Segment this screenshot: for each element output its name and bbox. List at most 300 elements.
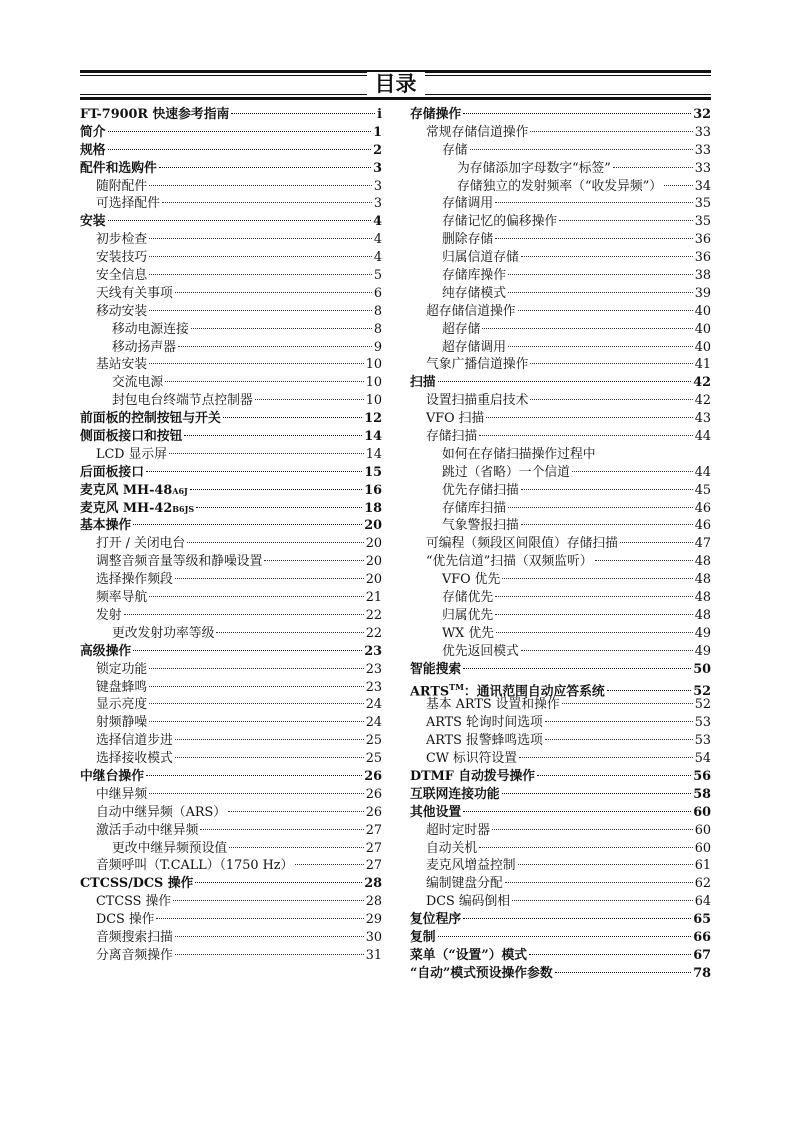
toc-entry-page: 64 xyxy=(694,894,711,910)
toc-entry[interactable] xyxy=(410,607,711,625)
toc-entry[interactable] xyxy=(410,500,711,518)
toc-entry-page: 24 xyxy=(365,715,382,731)
toc-entry-label: 存储优先 xyxy=(442,590,494,606)
toc-entry[interactable] xyxy=(80,446,382,464)
model-suffix: A6J xyxy=(172,485,188,496)
dot-leader xyxy=(255,399,364,400)
dot-leader xyxy=(187,542,363,543)
dot-leader xyxy=(530,363,692,364)
toc-entry[interactable] xyxy=(410,517,711,535)
page-title: 目录 xyxy=(367,72,425,96)
toc-entry-label: 基本操作 xyxy=(80,518,132,534)
dot-leader xyxy=(545,739,693,740)
toc-entry-label: 可选择配件 xyxy=(96,196,160,212)
toc-entry[interactable] xyxy=(410,714,711,732)
toc-entry-label: 封包电台终端节点控制器 xyxy=(112,393,253,409)
toc-entry[interactable] xyxy=(410,356,711,374)
toc-entry-page: 33 xyxy=(694,160,711,176)
toc-entry-label: 其他设置 xyxy=(410,804,462,820)
toc-entry-page: 30 xyxy=(365,929,382,945)
toc-entry[interactable] xyxy=(80,160,382,178)
toc-entry-label: 优先存储扫描 xyxy=(442,482,519,498)
toc-entry-page: 15 xyxy=(364,464,382,480)
toc-entry[interactable] xyxy=(410,589,711,607)
toc-entry-page: 49 xyxy=(694,643,711,659)
toc-entry-page: 40 xyxy=(694,339,711,355)
toc-entry-page: 23 xyxy=(365,679,382,695)
toc-entry-page: 4 xyxy=(373,232,382,248)
toc-entry-page: 18 xyxy=(364,500,382,516)
toc-entry[interactable] xyxy=(410,124,711,142)
toc-entry[interactable] xyxy=(410,106,711,124)
toc-entry[interactable] xyxy=(80,213,382,231)
dot-leader xyxy=(149,274,372,275)
toc-entry[interactable] xyxy=(410,428,711,446)
dot-leader xyxy=(463,918,691,919)
toc-entry-label: 麦克风增益控制 xyxy=(426,858,516,874)
toc-entry[interactable] xyxy=(80,482,382,500)
toc-entry[interactable] xyxy=(410,195,711,213)
toc-entry-page: 20 xyxy=(365,536,382,552)
dot-leader xyxy=(562,703,693,704)
dot-leader xyxy=(162,202,372,203)
toc-entry-page: 22 xyxy=(365,607,382,623)
toc-entry[interactable] xyxy=(410,911,711,929)
toc-entry-page: 16 xyxy=(364,482,382,498)
dot-leader xyxy=(175,739,364,740)
toc-entry[interactable] xyxy=(410,160,711,178)
toc-entry-label: 如何在存储扫描操作过程中 xyxy=(442,446,596,462)
dot-leader xyxy=(156,918,363,919)
dot-leader xyxy=(146,775,362,776)
dot-leader xyxy=(505,882,693,883)
toc-entry-label: 配件和选购件 xyxy=(80,160,157,176)
dot-leader xyxy=(108,131,372,132)
toc-entry-label: 归属优先 xyxy=(442,607,494,623)
toc-entry-page: 10 xyxy=(365,393,382,409)
dot-leader xyxy=(178,346,372,347)
toc-entry-label: 超存储调用 xyxy=(442,339,506,355)
toc-entry-page: 52 xyxy=(693,683,711,699)
toc-entry[interactable] xyxy=(80,804,382,822)
toc-entry[interactable] xyxy=(80,714,382,732)
toc-entry[interactable] xyxy=(410,464,711,482)
toc-entry-label: 超存储 xyxy=(442,321,481,337)
toc-entry[interactable] xyxy=(410,285,711,303)
toc-entry-page: 26 xyxy=(365,786,382,802)
toc-entry[interactable] xyxy=(410,249,711,267)
toc-entry-label: 编制键盘分配 xyxy=(426,876,503,892)
toc-entry[interactable] xyxy=(410,661,711,679)
toc-entry-page: 2 xyxy=(373,142,382,158)
toc-entry-label: 选择信道步进 xyxy=(96,733,173,749)
toc-entry[interactable] xyxy=(410,303,711,321)
toc-entry[interactable] xyxy=(80,517,382,535)
dot-leader xyxy=(149,238,372,239)
dot-leader xyxy=(486,417,692,418)
toc-entry-page: 46 xyxy=(694,518,711,534)
toc-entry-label: ARTS 轮询时间选项 xyxy=(426,715,543,731)
toc-entry-label: 气象警报扫描 xyxy=(442,518,519,534)
dot-leader xyxy=(149,256,372,257)
toc-entry-page: 43 xyxy=(694,411,711,427)
toc-entry-page: 48 xyxy=(694,554,711,570)
dot-leader xyxy=(512,900,693,901)
toc-entry[interactable] xyxy=(410,840,711,858)
toc-entry[interactable] xyxy=(80,571,382,589)
toc-entry-page: 61 xyxy=(694,858,711,874)
toc-entry[interactable] xyxy=(410,321,711,339)
model-suffix: B6JS xyxy=(172,503,195,514)
toc-entry-page: 44 xyxy=(694,429,711,445)
toc-entry[interactable] xyxy=(410,822,711,840)
toc-entry[interactable] xyxy=(410,947,711,965)
toc-entry-page: 48 xyxy=(694,572,711,588)
toc-entry-label: 存储扫描 xyxy=(426,429,478,445)
toc-entry-label: 存储操作 xyxy=(410,107,462,122)
toc-entry-page: 4 xyxy=(373,250,382,266)
toc-entry-page: 46 xyxy=(694,500,711,516)
toc-entry-page: 27 xyxy=(365,822,382,838)
toc-entry-label: 智能搜索 xyxy=(410,661,462,677)
toc-entry-page: 41 xyxy=(694,357,711,373)
dot-leader xyxy=(175,936,364,937)
dot-leader xyxy=(530,131,692,132)
toc-entry-label: 存储库操作 xyxy=(442,268,506,284)
toc-entry-page: 1 xyxy=(373,124,382,140)
toc-entry[interactable] xyxy=(410,446,711,464)
toc-entry-page: 58 xyxy=(693,786,711,802)
dot-leader xyxy=(495,614,693,615)
toc-entry[interactable] xyxy=(410,857,711,875)
toc-entry-label: 后面板接口 xyxy=(80,464,144,480)
dot-leader xyxy=(607,690,692,691)
toc-entry-page: 23 xyxy=(365,661,382,677)
toc-entry[interactable] xyxy=(80,428,382,446)
toc-entry-page: 3 xyxy=(373,196,382,212)
toc-entry[interactable] xyxy=(80,589,382,607)
title-bar xyxy=(80,66,711,100)
toc-entry-label: 移动电源连接 xyxy=(112,321,189,337)
toc-entry[interactable] xyxy=(80,750,382,768)
toc-entry[interactable] xyxy=(410,893,711,911)
toc-entry[interactable] xyxy=(80,285,382,303)
toc-entry-label: 设置扫描重启技术 xyxy=(426,393,529,409)
dot-leader xyxy=(223,417,362,418)
toc-entry-label: 锁定功能 xyxy=(96,661,148,677)
toc-entry[interactable] xyxy=(410,178,711,196)
toc-entry-page: 54 xyxy=(694,751,711,767)
toc-entry[interactable] xyxy=(410,571,711,589)
toc-entry[interactable] xyxy=(80,625,382,643)
toc-entry-page: 48 xyxy=(694,590,711,606)
toc-entry[interactable] xyxy=(80,124,382,142)
toc-entry-label: 前面板的控制按钮与开关 xyxy=(80,411,221,427)
toc-entry[interactable] xyxy=(80,679,382,697)
toc-entry-page: 42 xyxy=(694,393,711,409)
toc-entry-page: 35 xyxy=(694,214,711,230)
toc-entry-page: 26 xyxy=(364,768,382,784)
dot-leader xyxy=(184,435,362,436)
toc-entry-label: 麦克风 MH-42B6JS xyxy=(80,500,195,516)
dot-leader xyxy=(518,310,693,311)
dot-leader xyxy=(149,596,364,597)
toc-entry-page: 3 xyxy=(373,178,382,194)
toc-entry-page: 33 xyxy=(694,124,711,140)
toc-entry-label: 跳过（省略）一个信道 xyxy=(442,464,570,480)
dot-leader xyxy=(228,811,364,812)
toc-entry-label: ARTS™：通讯范围自动应答系统 xyxy=(410,681,605,699)
toc-entry-label: “优先信道”扫描（双频监听） xyxy=(426,554,593,570)
toc-entry-page: 52 xyxy=(694,697,711,713)
toc-entry[interactable] xyxy=(410,679,711,697)
toc-entry[interactable] xyxy=(80,929,382,947)
dot-leader xyxy=(149,793,364,794)
toc-entry[interactable] xyxy=(80,178,382,196)
dot-leader xyxy=(264,560,363,561)
toc-entry[interactable] xyxy=(80,339,382,357)
toc-entry-page: 20 xyxy=(365,554,382,570)
toc-entry[interactable] xyxy=(80,106,382,124)
toc-entry-label: VFO 优先 xyxy=(442,572,501,588)
toc-entry[interactable] xyxy=(80,356,382,374)
toc-entry-label: 存储库扫描 xyxy=(442,500,506,516)
toc-entry-page: 48 xyxy=(694,607,711,623)
dot-leader xyxy=(529,954,691,955)
dot-leader xyxy=(159,167,371,168)
dot-leader xyxy=(216,632,363,633)
dot-leader xyxy=(479,435,693,436)
toc-entry-label: 随附配件 xyxy=(96,178,148,194)
toc-entry[interactable] xyxy=(410,142,711,160)
toc-entry-label: 初步检查 xyxy=(96,232,148,248)
toc-entry[interactable] xyxy=(410,374,711,392)
toc-entry-label: 自动中继异频（ARS） xyxy=(96,804,227,820)
dot-leader xyxy=(173,900,364,901)
toc-entry-page: 47 xyxy=(694,536,711,552)
toc-entry[interactable] xyxy=(80,607,382,625)
toc-entry-label: 移动扬声器 xyxy=(112,339,176,355)
dot-leader xyxy=(463,113,691,114)
toc-entry[interactable] xyxy=(80,768,382,786)
dot-leader xyxy=(502,793,692,794)
toc-entry[interactable] xyxy=(80,464,382,482)
dot-leader xyxy=(482,328,692,329)
toc-entry-page: 60 xyxy=(693,804,711,820)
toc-entry-label: 分离音频操作 xyxy=(96,947,173,963)
toc-entry[interactable] xyxy=(410,535,711,553)
toc-entry[interactable] xyxy=(80,195,382,213)
toc-entry[interactable] xyxy=(410,213,711,231)
toc-entry-page: 9 xyxy=(373,339,382,355)
dot-leader xyxy=(295,864,363,865)
toc-entry[interactable] xyxy=(410,339,711,357)
toc-entry-label: 存储独立的发射频率（“收发异频”） xyxy=(457,178,663,194)
toc-entry[interactable] xyxy=(80,643,382,661)
toc-entry[interactable] xyxy=(80,249,382,267)
toc-entry-page: 38 xyxy=(694,268,711,284)
toc-entry-page: 8 xyxy=(373,303,382,319)
dot-leader xyxy=(175,954,364,955)
toc-entry[interactable] xyxy=(410,231,711,249)
dot-leader xyxy=(149,668,364,669)
toc-entry-label: DCS 编码倒相 xyxy=(426,894,511,910)
toc-entry[interactable] xyxy=(410,804,711,822)
dot-leader xyxy=(502,578,692,579)
toc-entry-page: 27 xyxy=(365,858,382,874)
toc-entry-label: 激活手动中继异频 xyxy=(96,822,199,838)
toc-entry-label: 打开 / 关闭电台 xyxy=(96,536,186,552)
toc-entry-page: 60 xyxy=(694,822,711,838)
toc-entry[interactable] xyxy=(80,875,382,893)
dot-leader xyxy=(229,847,364,848)
toc-entry-label: 超存储信道操作 xyxy=(426,303,516,319)
toc-entry[interactable] xyxy=(80,553,382,571)
toc-entry[interactable] xyxy=(80,535,382,553)
toc-entry[interactable] xyxy=(80,500,382,518)
toc-entry-label: CTCSS 操作 xyxy=(96,894,172,910)
dot-leader xyxy=(191,328,372,329)
toc-entry-label: 可编程（频段区间限值）存储扫描 xyxy=(426,536,618,552)
dot-leader xyxy=(613,167,693,168)
toc-entry-label: 音频搜索扫描 xyxy=(96,929,173,945)
toc-entry[interactable] xyxy=(80,267,382,285)
toc-entry-page: 35 xyxy=(694,196,711,212)
toc-entry[interactable] xyxy=(410,482,711,500)
toc-entry-page: 25 xyxy=(365,751,382,767)
toc-entry[interactable] xyxy=(410,786,711,804)
dot-leader xyxy=(231,113,375,114)
toc-entry-label: 扫描 xyxy=(410,375,436,391)
dot-leader xyxy=(149,686,364,687)
dot-leader xyxy=(555,972,691,973)
toc-entry[interactable] xyxy=(80,840,382,858)
toc-entry-label: 复位程序 xyxy=(410,912,462,928)
dot-leader xyxy=(508,292,693,293)
toc-entry-page: 28 xyxy=(365,894,382,910)
trademark-superscript: TM xyxy=(449,681,464,692)
toc-entry-page: 20 xyxy=(365,572,382,588)
toc-entry-page: 5 xyxy=(373,268,382,284)
toc-entry[interactable] xyxy=(80,696,382,714)
toc-entry-label: 超时定时器 xyxy=(426,822,490,838)
toc-entry[interactable] xyxy=(80,893,382,911)
toc-entry-label: ARTS 报警蜂鸣选项 xyxy=(426,733,543,749)
toc-entry[interactable] xyxy=(80,732,382,750)
toc-entry[interactable] xyxy=(80,857,382,875)
toc-entry-page: 40 xyxy=(694,303,711,319)
dot-leader xyxy=(470,149,693,150)
dot-leader xyxy=(508,346,693,347)
toc-entry[interactable] xyxy=(410,625,711,643)
toc-entry[interactable] xyxy=(410,965,711,983)
toc-left-column xyxy=(80,106,382,965)
dot-leader xyxy=(165,381,364,382)
toc-entry-page: 3 xyxy=(373,160,382,176)
dot-leader xyxy=(108,149,372,150)
toc-entry-page: 12 xyxy=(364,411,382,427)
toc-entry-page: 50 xyxy=(693,661,711,677)
toc-entry[interactable] xyxy=(80,911,382,929)
toc-entry-page: 53 xyxy=(694,733,711,749)
toc-entry[interactable] xyxy=(410,732,711,750)
toc-entry[interactable] xyxy=(80,822,382,840)
toc-entry-page: 36 xyxy=(694,250,711,266)
toc-entry-label: 归属信道存储 xyxy=(442,250,519,266)
toc-entry-page: 39 xyxy=(694,285,711,301)
toc-entry-label: CTCSS/DCS 操作 xyxy=(80,876,194,892)
toc-entry-label: 安全信息 xyxy=(96,268,148,284)
dot-leader xyxy=(492,829,693,830)
toc-entry-page: 26 xyxy=(365,804,382,820)
toc-entry[interactable] xyxy=(410,410,711,428)
toc-entry-page: 29 xyxy=(365,912,382,928)
toc-entry[interactable] xyxy=(80,231,382,249)
toc-entry-label: 存储 xyxy=(442,142,468,158)
toc-entry[interactable] xyxy=(80,303,382,321)
dot-leader xyxy=(530,399,692,400)
toc-entry-page: 31 xyxy=(365,947,382,963)
toc-entry[interactable] xyxy=(410,267,711,285)
toc-entry-label: 更改发射功率等级 xyxy=(112,625,215,641)
toc-entry[interactable] xyxy=(80,392,382,410)
dot-leader xyxy=(518,864,693,865)
toc-entry-page: 44 xyxy=(694,464,711,480)
toc-entry-page: 49 xyxy=(694,625,711,641)
dot-leader xyxy=(133,650,362,651)
toc-entry-label: 麦克风 MH-48A6J xyxy=(80,482,188,498)
dot-leader xyxy=(495,238,693,239)
toc-entry-page: 60 xyxy=(694,840,711,856)
toc-entry[interactable] xyxy=(410,929,711,947)
toc-entry[interactable] xyxy=(80,661,382,679)
dot-leader xyxy=(559,220,693,221)
toc-entry[interactable] xyxy=(80,374,382,392)
toc-entry-label: 删除存储 xyxy=(442,232,494,248)
toc-entry-label: 选择接收模式 xyxy=(96,751,173,767)
toc-entry-page: 21 xyxy=(365,590,382,606)
toc-entry-label: FT-7900R 快速参考指南 xyxy=(80,107,230,122)
toc-entry-label: 移动安装 xyxy=(96,303,148,319)
toc-entry[interactable] xyxy=(80,321,382,339)
toc-entry-label: 气象广播信道操作 xyxy=(426,357,529,373)
toc-entry[interactable] xyxy=(410,392,711,410)
toc-entry[interactable] xyxy=(80,947,382,965)
dot-leader xyxy=(108,220,372,221)
toc-entry-label: 选择操作频段 xyxy=(96,572,173,588)
dot-leader xyxy=(190,489,362,490)
toc-entry[interactable] xyxy=(410,553,711,571)
toc-entry[interactable] xyxy=(410,643,711,661)
toc-entry[interactable] xyxy=(410,875,711,893)
toc-entry[interactable] xyxy=(80,786,382,804)
toc-entry[interactable] xyxy=(80,410,382,428)
dot-leader xyxy=(175,757,364,758)
dot-leader xyxy=(620,542,693,543)
toc-entry-page: 23 xyxy=(364,643,382,659)
toc-entry[interactable] xyxy=(410,750,711,768)
dot-leader xyxy=(200,829,363,830)
toc-entry-page: 10 xyxy=(365,375,382,391)
dot-leader xyxy=(521,256,693,257)
toc-entry-label: 纯存储模式 xyxy=(442,285,506,301)
toc-entry[interactable] xyxy=(80,142,382,160)
toc-entry-label: 优先返回模式 xyxy=(442,643,519,659)
toc-entry-label: 高级操作 xyxy=(80,643,132,659)
toc-entry[interactable] xyxy=(410,768,711,786)
toc-entry-label: 为存储添加字母数字“标签” xyxy=(457,160,611,176)
title-rule-bottom-thick xyxy=(80,97,711,100)
